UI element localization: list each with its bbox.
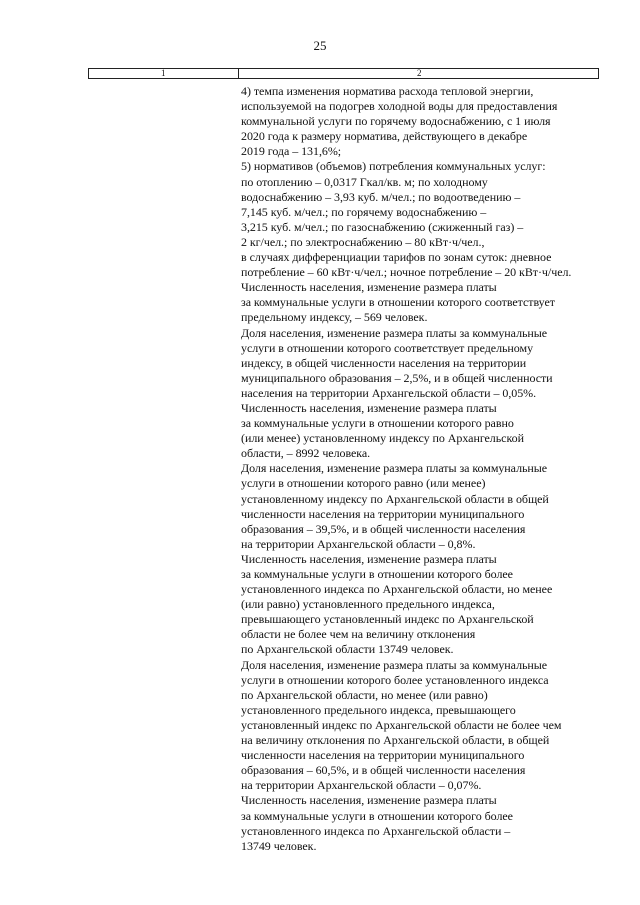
text-line: Численность населения, изменение размера платы: [241, 793, 497, 808]
text-line: превышающего установленный индекс по Архангельской: [241, 612, 534, 627]
text-line: в случаях дифференциации тарифов по зонам суток: дневное: [241, 250, 552, 265]
text-line: Доля населения, изменение размера платы за коммунальные: [241, 461, 548, 476]
text-line: услуги в отношении которого равно (или менее): [241, 476, 486, 491]
text-line: водоснабжению – 3,93 куб. м/чел.; по водоотведению –: [241, 189, 521, 204]
text-line: 5) нормативов (объемов) потребления коммунальных услуг:: [241, 159, 546, 174]
text-line: на территории Архангельской области – 0,07%.: [241, 778, 482, 793]
text-line: 2020 года к размеру норматива, действующего в декабре: [241, 129, 528, 144]
text-line: 3,215 куб. м/чел.; по газоснабжению (сжиженный газ) –: [241, 219, 524, 234]
text-line: за коммунальные услуги в отношении которого более: [241, 808, 513, 823]
text-line: предельному индексу, – 569 человек.: [241, 310, 428, 325]
text-line: Численность населения, изменение размера платы: [241, 551, 497, 566]
text-line: услуги в отношении которого более установленного индекса: [241, 672, 549, 687]
text-line: 7,145 куб. м/чел.; по горячему водоснабжению –: [241, 204, 487, 219]
text-line: на территории Архангельской области – 0,8%.: [241, 536, 476, 551]
text-line: 2 кг/чел.; по электроснабжению – 80 кВт·ч/чел.,: [241, 234, 485, 249]
text-line: за коммунальные услуги в отношении которого более: [241, 567, 513, 581]
text-line: 2019 года – 131,6%;: [241, 144, 342, 159]
text-line: установленному индексу по Архангельской области в общей: [241, 491, 549, 506]
text-line: установленного индекса по Архангельской области, но менее: [241, 582, 553, 597]
text-line: населения на территории Архангельской области – 0,05%.: [241, 385, 537, 400]
column-1-label: 1: [161, 68, 166, 78]
text-line: по отоплению – 0,0317 Гкал/кв. м; по холодному: [241, 174, 488, 189]
text-line: (или равно) установленного предельного индекса,: [241, 597, 495, 612]
text-line: численности населения на территории муниципального: [241, 748, 525, 763]
page-number: 25: [313, 38, 327, 53]
text-line: по Архангельской области 13749 человек.: [241, 642, 454, 657]
text-line: потребление – 60 кВт·ч/чел.; ночное потребление – 20 кВт·ч/чел.: [241, 265, 572, 280]
text-line: индексу, в общей численности населения на территории: [241, 355, 527, 370]
text-line: установленный индекс по Архангельской области не более чем: [241, 717, 562, 732]
text-line: численности населения на территории муниципального: [241, 506, 525, 521]
text-line: (или менее) установленному индексу по Архангельской: [241, 431, 524, 446]
document-body-text: [241, 84, 601, 854]
column-2-label: 2: [417, 68, 422, 78]
text-line: муниципального образования – 2,5%, и в общей численности: [241, 370, 553, 385]
text-line: образования – 60,5%, и в общей численности населения: [241, 763, 526, 778]
text-line: Численность населения, изменение размера платы: [241, 280, 497, 295]
text-line: Доля населения, изменение размера платы за коммунальные: [241, 657, 548, 672]
text-line: за коммунальные услуги в отношении которого равно: [241, 416, 514, 431]
table-header: [88, 68, 599, 79]
text-line: коммунальной услуги по горячему водоснабжению, с 1 июля: [241, 114, 551, 129]
text-line: Численность населения, изменение размера платы: [241, 400, 497, 415]
text-line: за коммунальные услуги в отношении которого соответствует: [241, 295, 555, 310]
text-line: Доля населения, изменение размера платы за коммунальные: [241, 325, 548, 340]
text-line: установленного предельного индекса, превышающего: [241, 702, 516, 717]
text-line: области не более чем на величину отклонения: [241, 627, 476, 642]
text-line: услуги в отношении которого соответствует предельному: [241, 340, 534, 355]
text-line: 13749 человек.: [241, 838, 317, 853]
text-line: по Архангельской области, но менее (или равно): [241, 687, 488, 702]
text-line: области, – 8992 человека.: [241, 446, 371, 461]
text-line: используемой на подогрев холодной воды для предоставления: [241, 99, 558, 114]
text-line: на величину отклонения по Архангельской области, в общей: [241, 733, 550, 748]
text-line: 4) темпа изменения норматива расхода тепловой энергии,: [241, 84, 534, 98]
text-line: образования – 39,5%, и в общей численности населения: [241, 521, 526, 536]
text-line: установленного индекса по Архангельской области –: [241, 823, 511, 838]
